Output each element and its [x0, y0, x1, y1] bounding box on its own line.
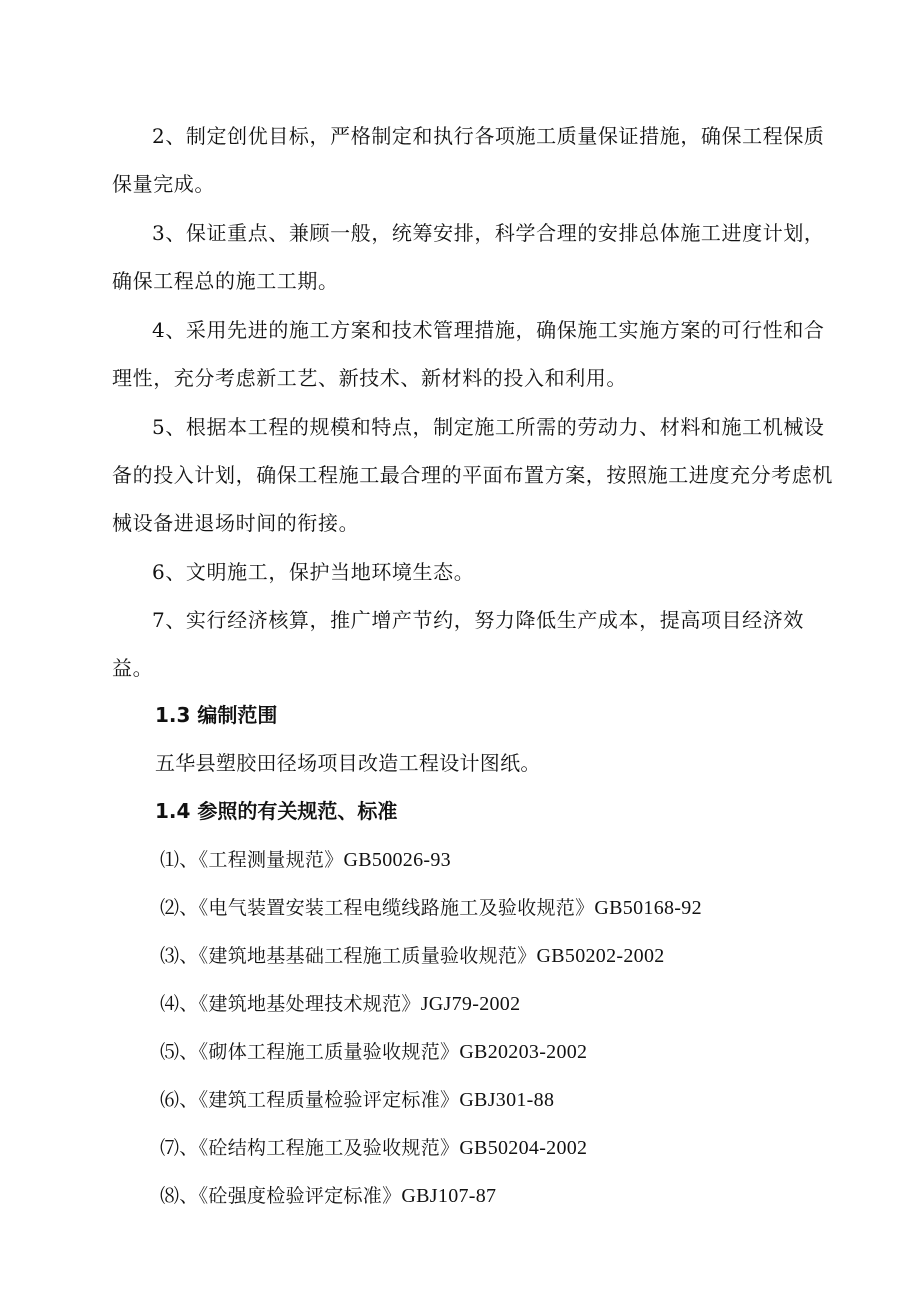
paragraph-text: 7、实行经济核算，推广增产节约，努力降低生产成本，提高项目经济效益。 — [112, 608, 804, 680]
standard-item — [160, 1181, 496, 1211]
standard-name: 《砼结构工程施工及验收规范》 — [198, 1137, 460, 1159]
standard-item — [160, 893, 702, 923]
section-1-3-body: 五华县塑胶田径场项目改造工程设计图纸。 — [155, 751, 541, 775]
standard-name: 《工程测量规范》 — [198, 849, 344, 871]
standard-code: GBJ301-88 — [459, 1089, 555, 1111]
standard-item — [160, 845, 451, 875]
standard-index: ⑺、 — [160, 1137, 199, 1159]
paragraph-text: 3、保证重点、兼顾一般，统筹安排，科学合理的安排总体施工进度计划，确保工程总的施工工期。 — [112, 221, 825, 293]
standard-name: 《砼强度检验评定标准》 — [198, 1185, 402, 1207]
section-heading-1-4: 1.4 参照的有关规范、标准 — [155, 799, 398, 823]
paragraph-goal-7 — [112, 596, 834, 692]
section-heading-1-3: 1.3 编制范围 — [155, 703, 278, 727]
standard-item — [160, 1037, 587, 1067]
paragraph-goal-6 — [112, 548, 834, 596]
standard-index: ⑻、 — [160, 1185, 199, 1207]
paragraph-goal-2 — [112, 112, 834, 208]
standard-code: GB20203-2002 — [459, 1041, 588, 1063]
standard-item — [160, 989, 520, 1019]
standard-code: GB50026-93 — [343, 849, 451, 871]
paragraph-text: 4、采用先进的施工方案和技术管理措施，确保施工实施方案的可行性和合理性，充分考虑新工艺、新技术、新材料的投入和利用。 — [112, 318, 825, 390]
standard-index: ⑵、 — [160, 897, 199, 919]
standard-index: ⑷、 — [160, 993, 199, 1015]
standard-code: JGJ79-2002 — [420, 993, 521, 1015]
standard-index: ⑸、 — [160, 1041, 199, 1063]
standard-code: GB50202-2002 — [536, 945, 665, 967]
paragraph-text: 5、根据本工程的规模和特点，制定施工所需的劳动力、材料和施工机械设备的投入计划，确保工程施工最合理的平面布置方案，按照施工进度充分考虑机械设备进退场时间的衔接。 — [112, 415, 833, 535]
standard-name: 《建筑工程质量检验评定标准》 — [198, 1089, 460, 1111]
standard-name: 《建筑地基基础工程施工质量验收规范》 — [198, 945, 537, 967]
standard-item — [160, 1085, 554, 1115]
standard-index: ⑹、 — [160, 1089, 199, 1111]
standard-name: 《砌体工程施工质量验收规范》 — [198, 1041, 460, 1063]
standard-index: ⑴、 — [160, 849, 199, 871]
paragraph-goal-3 — [112, 209, 834, 305]
standard-code: GB50204-2002 — [459, 1137, 588, 1159]
standard-name: 《建筑地基处理技术规范》 — [198, 993, 421, 1015]
paragraph-goal-5 — [112, 403, 834, 547]
standard-name: 《电气装置安装工程电缆线路施工及验收规范》 — [198, 897, 595, 919]
paragraph-text: 6、文明施工，保护当地环境生态。 — [152, 560, 475, 584]
paragraph-text: 2、制定创优目标，严格制定和执行各项施工质量保证措施，确保工程保质保量完成。 — [112, 124, 825, 196]
standard-index: ⑶、 — [160, 945, 199, 967]
standard-code: GB50168-92 — [594, 897, 702, 919]
standard-item — [160, 1133, 587, 1163]
paragraph-goal-4 — [112, 306, 834, 402]
standard-item — [160, 941, 665, 971]
standard-code: GBJ107-87 — [401, 1185, 497, 1207]
